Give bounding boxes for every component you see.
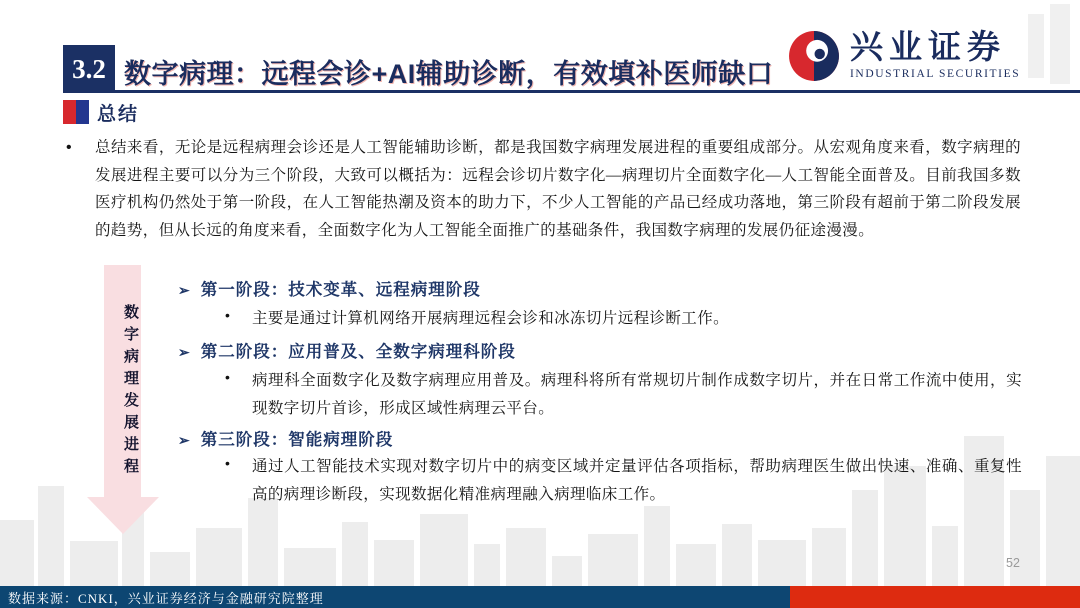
stage-3-heading-row [178,426,1018,450]
logo-name-en: INDUSTRIAL SECURITIES [850,67,1021,80]
stage-2-heading-row [178,338,1018,362]
summary-marker-navy [76,100,89,124]
bullet-dot-icon: • [225,307,230,323]
paragraph-bullet-icon: • [66,139,72,156]
process-arrow-head [87,497,159,534]
page-number: 52 [1006,556,1020,570]
page-title: 数字病理：远程会诊+AI辅助诊断，有效填补医师缺口 [124,58,774,89]
logo-text [850,29,1021,81]
skyline-accent-bar [1028,14,1044,78]
summary-heading: 总结 [97,104,140,125]
stage-2-detail: 病理科全面数字化及数字病理应用普及。病理科将所有常规切片制作成数字切片，并在日常工作流中使用，实现数字切片首诊，形成区域性病理云平台。 [252,372,1022,417]
bullet-dot-icon: • [225,369,230,385]
header-divider [63,90,1080,93]
stage-2-heading: 第二阶段：应用普及、全数字病理科阶段 [200,342,516,361]
section-number-badge [63,45,115,93]
stage-1-detail: 主要是通过计算机网络开展病理远程会诊和冰冻切片远程诊断工作。 [252,310,730,327]
footer-red-block [790,586,1080,608]
summary-marker-red [63,100,76,124]
skyline-accent-bar [1050,4,1070,84]
footer-bar [0,586,790,608]
company-logo [788,26,1021,86]
logo-name-cn: 兴业证券 [850,29,1006,66]
stage-arrow-icon: ➢ [178,284,191,299]
stage-1-heading: 第一阶段：技术变革、远程病理阶段 [200,280,481,299]
stage-arrow-icon: ➢ [178,346,191,361]
stage-arrow-icon: ➢ [178,434,191,449]
logo-mark-icon [788,30,840,82]
summary-paragraph: 总结来看，无论是远程病理会诊还是人工智能辅助诊断，都是我国数字病理发展进程的重要组成部分。从宏观角度来看，数字病理的发展进程主要可以分为三个阶段，大致可以概括为：远程会诊切片数字化—病理切片全面数字化—人工智能全面普及。目前我国多数医疗机构仍然处于第一阶段，在人工智能热潮及资本的助力下，不少人工智能的产品已经成功落地，第三阶段有超前于第二阶段发展的趋势，但从长远的角度来看，全面数字化为人工智能全面推广的基础条件，我国数字病理的发展仍征途漫漫。 [95,139,1021,239]
bullet-dot-icon: • [225,455,230,471]
stage-1-heading-row [178,276,1018,300]
stage-3-detail: 通过人工智能技术实现对数字切片中的病变区域并定量评估各项指标，帮助病理医生做出快速、准确、重复性高的病理诊断段，实现数据化精准病理融入病理临床工作。 [252,458,1022,503]
summary-marker [63,100,89,124]
data-source-note: 数据来源：CNKI，兴业证券经济与金融研究院整理 [8,590,324,606]
section-number: 3.2 [72,53,106,84]
process-arrow-label: 数字病理发展进程 [122,304,138,480]
stage-3-heading: 第三阶段：智能病理阶段 [200,430,394,449]
